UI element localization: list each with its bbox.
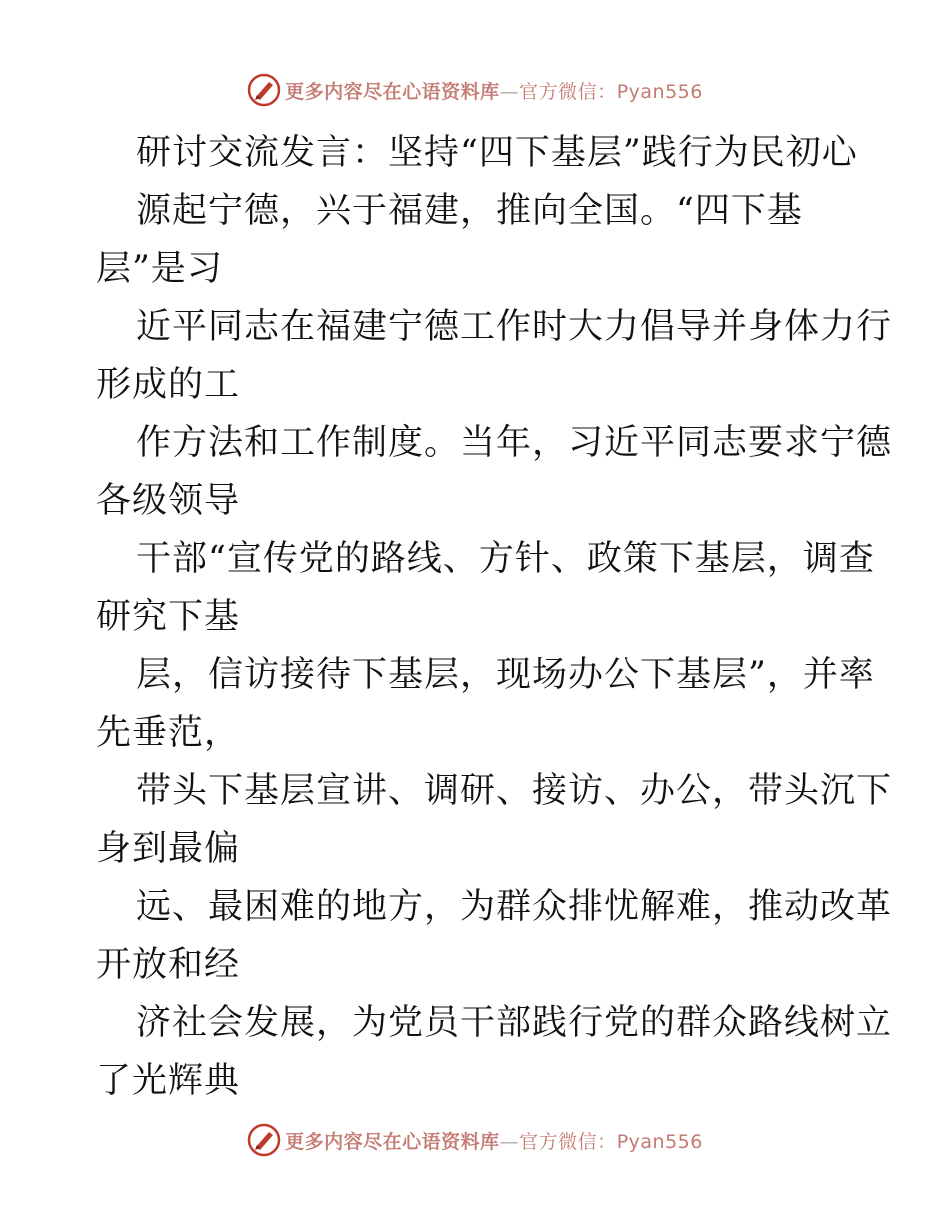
document-text-line: 带头下基层宣讲、调研、接访、办公，带头沉下 xyxy=(136,771,893,811)
watermark-official-label: 官方微信： xyxy=(519,1130,617,1153)
watermark-separator: — xyxy=(499,80,520,103)
watermark-brand-text: 更多内容尽在心语资料库 xyxy=(285,80,500,103)
document-text-line: 研究下基 xyxy=(96,597,241,637)
document-body xyxy=(96,124,893,1110)
document-text-line: 开放和经 xyxy=(96,945,241,985)
document-text-line: 先垂范， xyxy=(96,713,241,753)
brand-logo-icon xyxy=(247,1123,281,1157)
document-text-line: 层，信访接待下基层，现场办公下基层”，并率 xyxy=(136,655,875,695)
document-text-line: 作方法和工作制度。当年，习近平同志要求宁德 xyxy=(136,423,893,463)
document-text-line: 近平同志在福建宁德工作时大力倡导并身体力行 xyxy=(136,307,893,347)
header-watermark xyxy=(0,70,950,110)
watermark-wechat-id: Pyan556 xyxy=(616,1130,703,1153)
footer-watermark xyxy=(0,1120,950,1160)
brand-logo-icon xyxy=(247,73,281,107)
document-text-line: 了光辉典 xyxy=(96,1061,241,1101)
document-text-line: 层”是习 xyxy=(96,249,223,289)
document-title-line: 研讨交流发言：坚持“四下基层”践行为民初心 xyxy=(136,133,858,173)
document-text-line: 形成的工 xyxy=(96,365,241,405)
document-text-line: 身到最偏 xyxy=(96,829,241,869)
document-text-line: 各级领导 xyxy=(96,481,241,521)
document-text-line: 干部“宣传党的路线、方针、政策下基层，调查 xyxy=(136,539,875,579)
document-text-line: 源起宁德，兴于福建，推向全国。“四下基 xyxy=(136,191,803,231)
watermark-wechat-id: Pyan556 xyxy=(616,80,703,103)
watermark-separator: — xyxy=(499,1130,520,1153)
document-text-line: 远、最困难的地方，为群众排忧解难，推动改革 xyxy=(136,887,893,927)
watermark-official-label: 官方微信： xyxy=(519,80,617,103)
document-text-line: 济社会发展，为党员干部践行党的群众路线树立 xyxy=(136,1003,893,1043)
watermark-brand-text: 更多内容尽在心语资料库 xyxy=(285,1130,500,1153)
